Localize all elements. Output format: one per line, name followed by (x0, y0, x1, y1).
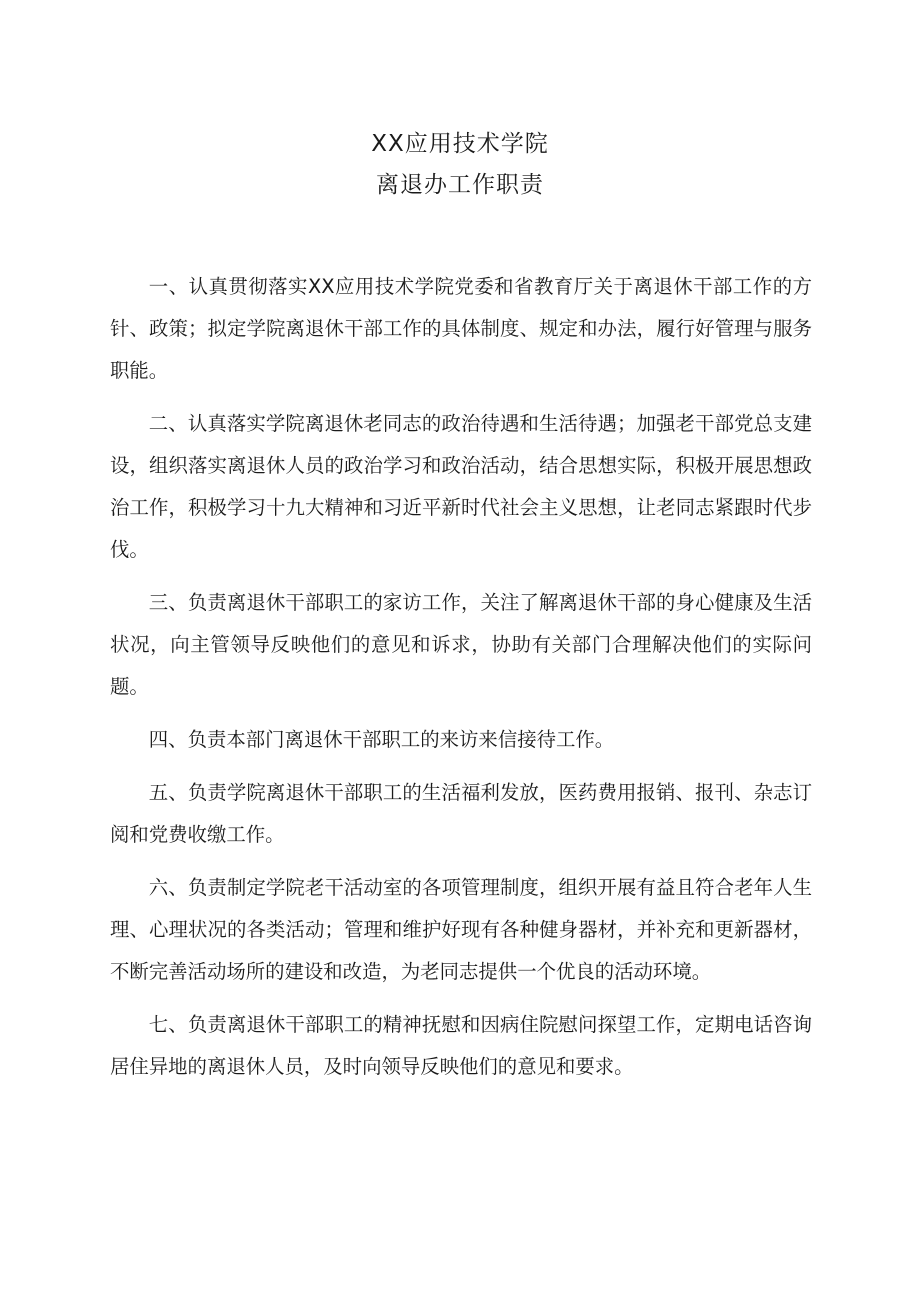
paragraph-2: 二、认真落实学院离退休老同志的政治待遇和生活待遇；加强老干部党总支建设，组织落实离退休人员的政治学习和政治活动，结合思想实际，积极开展思想政治工作，积极学习十九大精神和习近平新时代社会主义思想，让老同志紧跟时代步伐。 (110, 412, 812, 561)
title-institution: XX应用技术学院 (371, 131, 549, 157)
title-subject: 离退办工作职责 (376, 172, 544, 198)
paragraph-7: 七、负责离退休干部职工的精神抚慰和因病住院慰问探望工作，定期电话咨询居住异地的离退休人员，及时向领导反映他们的意见和要求。 (110, 1013, 812, 1078)
paragraph-4: 四、负责本部门离退休干部职工的来访来信接待工作。 (148, 728, 615, 751)
paragraph-5: 五、负责学院离退休干部职工的生活福利发放，医药费用报销、报刊、杂志订阅和党费收缴工作。 (110, 781, 812, 846)
paragraph-6: 六、负责制定学院老干活动室的各项管理制度，组织开展有益且符合老年人生理、心理状况的各类活动；管理和维护好现有各种健身器材，并补充和更新器材，不断完善活动场所的建设和改造，为老同志提供一个优良的活动环境。 (110, 876, 812, 983)
document-title (0, 124, 920, 206)
paragraph-1: 一、认真贯彻落实XX应用技术学院党委和省教育厅关于离退休干部工作的方针、政策；拟定学院离退休干部工作的具体制度、规定和办法，履行好管理与服务职能。 (110, 275, 812, 382)
paragraph-3: 三、负责离退休干部职工的家访工作，关注了解离退休干部的身心健康及生活状况，向主管领导反映他们的意见和诉求，协助有关部门合理解决他们的实际问题。 (110, 591, 812, 698)
document-body (110, 266, 812, 1099)
